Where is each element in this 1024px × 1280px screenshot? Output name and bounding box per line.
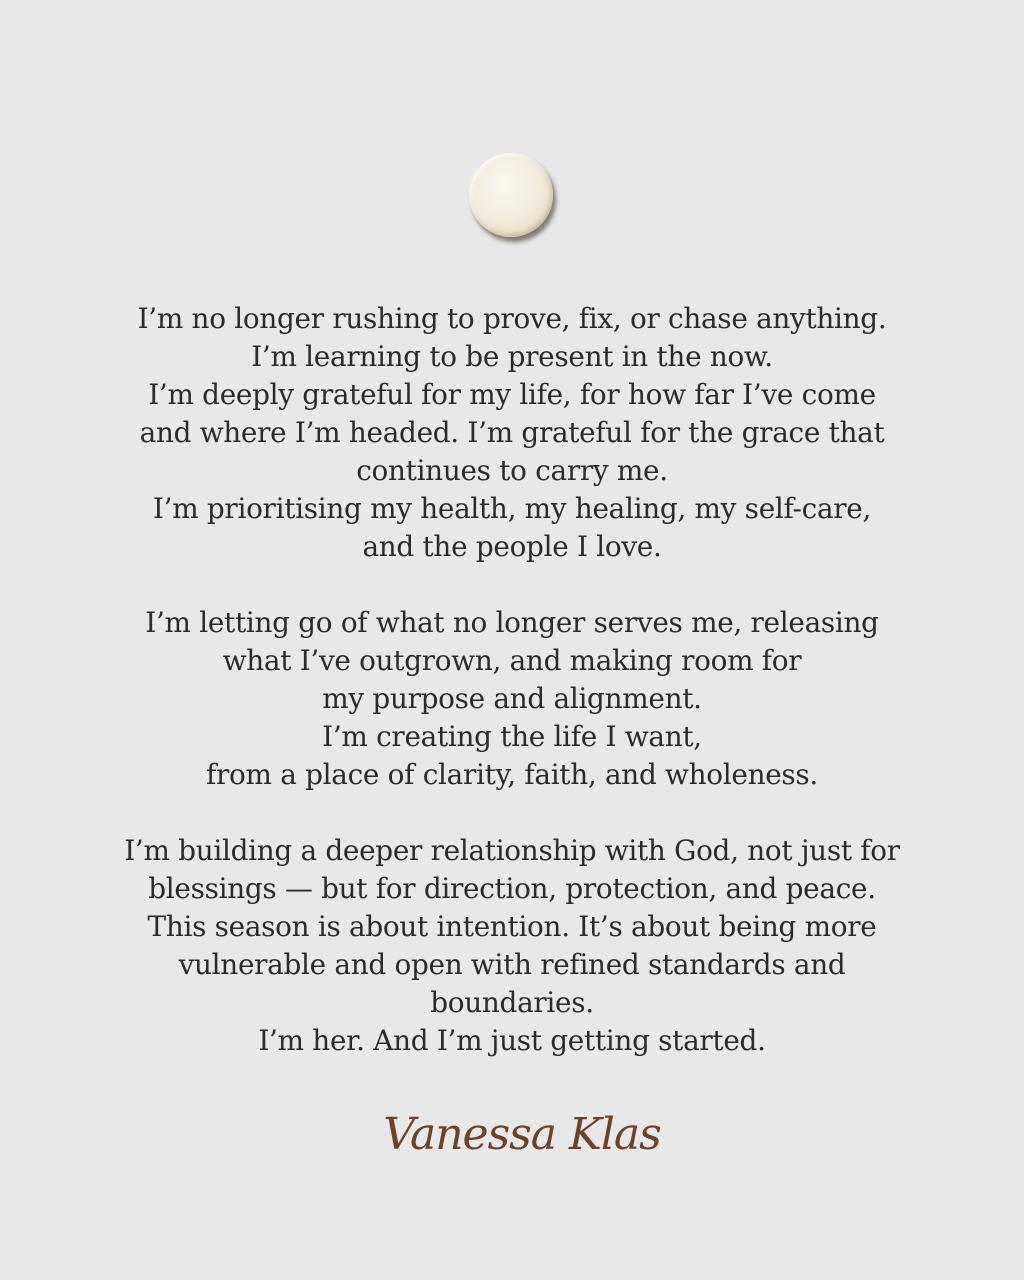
poem-line: from a place of clarity, faith, and wholeness.	[206, 758, 818, 791]
poem-line: blessings — but for direction, protection, and peace.	[148, 872, 876, 905]
poem-line: boundaries.	[430, 986, 594, 1019]
poem-text	[40, 300, 984, 1060]
poem-stanza-2	[40, 604, 984, 794]
poem-line: continues to carry me.	[356, 454, 668, 487]
poem-line: vulnerable and open with refined standards and	[178, 948, 846, 981]
poem-line: what I’ve outgrown, and making room for	[222, 644, 802, 677]
poem-line: I’m learning to be present in the now.	[251, 340, 773, 373]
poem-line: I’m creating the life I want,	[322, 720, 702, 753]
poem-line: and the people I love.	[362, 530, 662, 563]
author-signature: Vanessa Klas	[383, 1109, 661, 1160]
poem-line: I’m prioritising my health, my healing, my self-care,	[152, 492, 872, 525]
poem-line: I’m no longer rushing to prove, fix, or chase anything.	[137, 302, 887, 335]
poem-line: and where I’m headed. I’m grateful for the grace that	[139, 416, 885, 449]
poem-line: This season is about intention. It’s about being more	[147, 910, 877, 943]
poem-line: I’m letting go of what no longer serves me, releasing	[145, 606, 879, 639]
poem-stanza-3	[40, 832, 984, 1060]
poem-line: I’m her. And I’m just getting started.	[258, 1024, 766, 1057]
poem-line: my purpose and alignment.	[322, 682, 702, 715]
poem-line: I’m building a deeper relationship with God, not just for	[124, 834, 900, 867]
poem-line: I’m deeply grateful for my life, for how far I’ve come	[148, 378, 876, 411]
poem-stanza-1	[40, 300, 984, 566]
pushpin-icon	[469, 153, 553, 237]
